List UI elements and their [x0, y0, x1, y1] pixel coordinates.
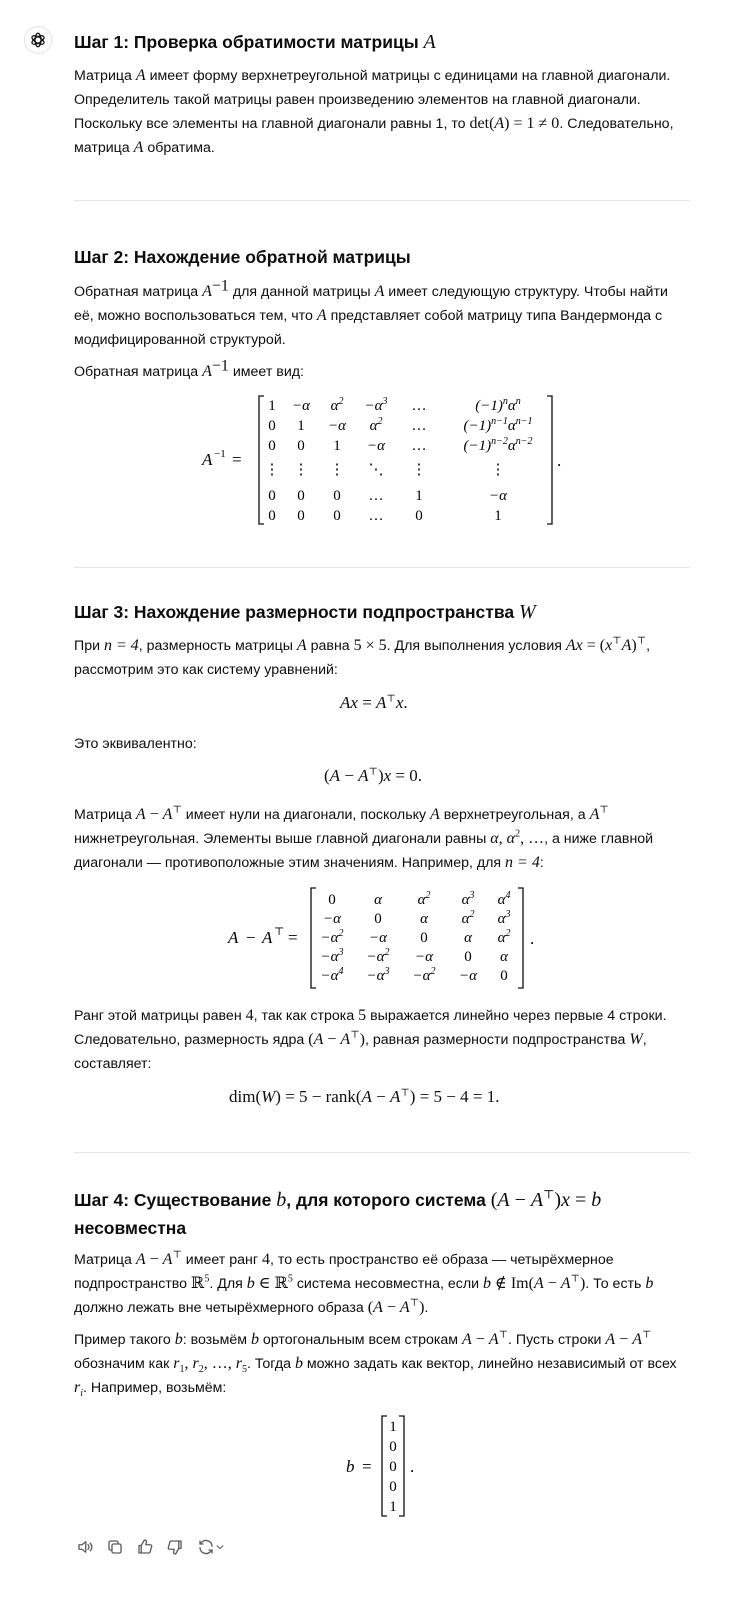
- svg-text:⋮: ⋮: [264, 462, 280, 478]
- svg-text:=: =: [232, 450, 242, 469]
- svg-text:⊤: ⊤: [274, 926, 285, 938]
- svg-text:A: A: [228, 928, 239, 947]
- svg-text:α4: $\alpha^4$: [497, 890, 511, 908]
- thumbs-up-icon: [136, 1538, 154, 1556]
- openai-logo-icon: [29, 31, 47, 49]
- step2-text-2: Обратная матрица $A^{-1}$ имеет вид:: [74, 357, 304, 380]
- equation-ax: Ax = A⊤x.: [340, 693, 408, 712]
- divider: [74, 1152, 690, 1153]
- svg-text:1: 1: [268, 398, 276, 414]
- step3-text: При n = 4, размерность матрицы A равна 5 × 5. Для выполнения условия Ax = (x⊤A)⊤, рассмотрим это как систему уравнений:: [74, 635, 651, 678]
- divider: [74, 200, 690, 201]
- svg-text:…: …: [368, 488, 384, 504]
- svg-text:0: 0: [415, 508, 423, 524]
- svg-text:0: 0: [268, 418, 276, 434]
- chevron-down-icon: [215, 1542, 225, 1552]
- svg-text:−α: −α: [369, 930, 387, 946]
- svg-text:(−1)n−2αn−2: $(-1)^{n-2}\alpha^{n-2}$: [463, 436, 533, 454]
- svg-text:−α: −α: [328, 418, 346, 434]
- regenerate-button[interactable]: [194, 1536, 228, 1558]
- svg-text:α2: $\alpha^2$: [417, 890, 431, 908]
- svg-text:−α3: $-\alpha^3$: [364, 396, 388, 414]
- svg-text:.: .: [530, 929, 535, 948]
- step1-section: [74, 28, 690, 160]
- read-aloud-button[interactable]: [74, 1536, 96, 1558]
- svg-text:=: =: [288, 928, 298, 947]
- svg-text:0: 0: [268, 438, 276, 454]
- copy-icon: [106, 1538, 124, 1556]
- svg-text:0: 0: [268, 508, 276, 524]
- equivalent-text: Это эквивалентно:: [74, 736, 197, 752]
- svg-text:0: 0: [297, 508, 305, 524]
- speaker-icon: [76, 1538, 94, 1556]
- step3-title: Шаг 3: Нахождение размерности подпространства W: [74, 601, 536, 623]
- svg-text:…: …: [411, 418, 427, 434]
- step3-text-4: Ранг этой матрицы равен 4, так как строка 5 выражается линейно через первые 4 строки. Следовательно, размерность ядра (A − A⊤), равная размерности подпространства W, составляет:: [74, 1007, 667, 1072]
- svg-text:0: 0: [297, 488, 305, 504]
- svg-text:0: 0: [389, 1439, 397, 1455]
- svg-text:1: 1: [494, 508, 502, 524]
- assistant-avatar: [24, 26, 52, 54]
- step4-title: Шаг 4: Существование b, для которого система (A − A⊤)x = b несовместна: [74, 1187, 602, 1238]
- svg-text:…: …: [368, 508, 384, 524]
- step3-section: [74, 598, 690, 682]
- svg-text:−α4: $-\alpha^4$: [320, 966, 344, 984]
- svg-text:−α3: $-\alpha^3$: [320, 947, 344, 965]
- svg-text:0: 0: [500, 968, 508, 984]
- svg-text:−α2: $-\alpha^2$: [320, 928, 344, 946]
- svg-text:−α: −α: [415, 949, 433, 965]
- svg-text:=: =: [362, 1457, 372, 1476]
- svg-text:α: α: [420, 911, 428, 927]
- step4-section: [74, 1186, 690, 1400]
- svg-text:1: 1: [415, 488, 423, 504]
- regenerate-icon: [197, 1538, 215, 1556]
- svg-text:−α: −α: [367, 438, 385, 454]
- svg-text:…: …: [411, 438, 427, 454]
- svg-text:−α: −α: [323, 911, 341, 927]
- svg-text:0: 0: [328, 892, 336, 908]
- thumbs-down-icon: [166, 1538, 184, 1556]
- step2-title: Шаг 2: Нахождение обратной матрицы: [74, 247, 411, 267]
- svg-text:…: …: [411, 398, 427, 414]
- good-response-button[interactable]: [134, 1536, 156, 1558]
- svg-text:0: 0: [389, 1459, 397, 1475]
- divider: [74, 567, 690, 568]
- svg-text:α2: $\alpha^2$: [497, 928, 511, 946]
- bad-response-button[interactable]: [164, 1536, 186, 1558]
- skew-matrix-equation: [224, 882, 624, 994]
- svg-text:−α2: $-\alpha^2$: [412, 966, 436, 984]
- equation-dimension: dim(W) = 5 − rank(A − A⊤) = 5 − 4 = 1.: [229, 1087, 500, 1106]
- svg-text:(−1)nαn: $(-1)^n\alpha^n$: [475, 396, 521, 414]
- svg-text:−α3: $-\alpha^3$: [366, 966, 390, 984]
- svg-text:−α: −α: [489, 488, 507, 504]
- svg-text:0: 0: [297, 438, 305, 454]
- svg-text:⋮: ⋮: [411, 462, 427, 478]
- svg-text:1: 1: [389, 1499, 397, 1515]
- step2-section: [74, 243, 690, 384]
- svg-text:α: α: [464, 930, 472, 946]
- step2-text: Обратная матрица $A^{-1}$ для данной матрицы A имеет следующую структуру. Чтобы найти её, можно воспользоваться тем, что A представляет собой матрицу типа Вандермонда с модифицированной структурой.: [74, 277, 668, 348]
- svg-text:α2: $\alpha^2$: [461, 909, 475, 927]
- step4-text-2: Пример такого b: возьмём b ортогональным всем строкам A − A⊤. Пусть строки A − A⊤ обозначим как $r_1$, $r_2$, …, $r_5$. Тогда b можно задать как вектор, линейно независимый от всех $r_i$. Например, возьмём:: [74, 1329, 677, 1400]
- step3-text-3: Матрица A − A⊤ имеет нули на диагонали, поскольку A верхнетреугольная, а A⊤ нижнетреугольная. Элементы выше главной диагонали равны α, $\alpha^2$, …, а ниже главной диагонали — противоположные этим значениям. Например, для n = 4:: [74, 804, 654, 871]
- svg-text:1: 1: [297, 418, 305, 434]
- step1-title: Шаг 1: Проверка обратимости матрицы A: [74, 31, 436, 53]
- svg-text:−α: −α: [459, 968, 477, 984]
- svg-text:−α: −α: [292, 398, 310, 414]
- copy-button[interactable]: [104, 1536, 126, 1558]
- svg-text:0: 0: [389, 1479, 397, 1495]
- svg-text:α3: $\alpha^3$: [461, 890, 475, 908]
- inverse-matrix-equation: [194, 388, 594, 530]
- svg-text:⋮: ⋮: [329, 462, 345, 478]
- svg-text:⋮: ⋮: [490, 462, 506, 478]
- svg-text:α2: $\alpha^2$: [330, 396, 344, 414]
- svg-text:⋮: ⋮: [293, 462, 309, 478]
- svg-text:−1: −1: [214, 448, 226, 460]
- equation-homogeneous: (A − A⊤)x = 0.: [324, 766, 423, 785]
- vector-b-equation: [342, 1412, 442, 1520]
- svg-text:0: 0: [374, 911, 382, 927]
- step4-text: Матрица A − A⊤ имеет ранг 4, то есть пространство её образа — четырёхмерное подпространство ℝ$^5$. Для b ∈ ℝ$^5$ система несовместна, если b ∉ Im(A − A⊤). То есть b должно лежать вне четырёхмерного образа (A − A⊤).: [74, 1249, 654, 1316]
- svg-text:0: 0: [268, 488, 276, 504]
- svg-text:1: 1: [333, 438, 341, 454]
- svg-text:α: α: [374, 892, 382, 908]
- svg-text:1: 1: [389, 1419, 397, 1435]
- step1-text: Матрица A имеет форму верхнетреугольной матрицы с единицами на главной диагонали. Определитель такой матрицы равен произведению элементов на главной диагонали. Поскольку все элементы на главной диагонали равны 1, то det(A) = 1 ≠ 0. Следовательно, матрица A обратима.: [74, 67, 674, 156]
- svg-text:−α2: $-\alpha^2$: [366, 947, 390, 965]
- svg-text:⋱: ⋱: [368, 462, 384, 478]
- message-actions: [74, 1536, 228, 1558]
- svg-text:0: 0: [464, 949, 472, 965]
- svg-text:.: .: [410, 1457, 415, 1476]
- svg-text:0: 0: [333, 508, 341, 524]
- svg-text:A: A: [262, 928, 273, 947]
- svg-text:(−1)n−1αn−1: $(-1)^{n-1}\alpha^{n-1}$: [463, 416, 533, 434]
- svg-text:α3: $\alpha^3$: [497, 909, 511, 927]
- svg-text:0: 0: [420, 930, 428, 946]
- svg-text:α: α: [500, 949, 508, 965]
- svg-text:−: −: [246, 928, 256, 947]
- svg-text:A: A: [202, 450, 213, 469]
- svg-text:b: b: [346, 1457, 355, 1476]
- svg-text:0: 0: [333, 488, 341, 504]
- svg-text:.: .: [557, 451, 562, 470]
- svg-text:α2: $\alpha^2$: [369, 416, 383, 434]
